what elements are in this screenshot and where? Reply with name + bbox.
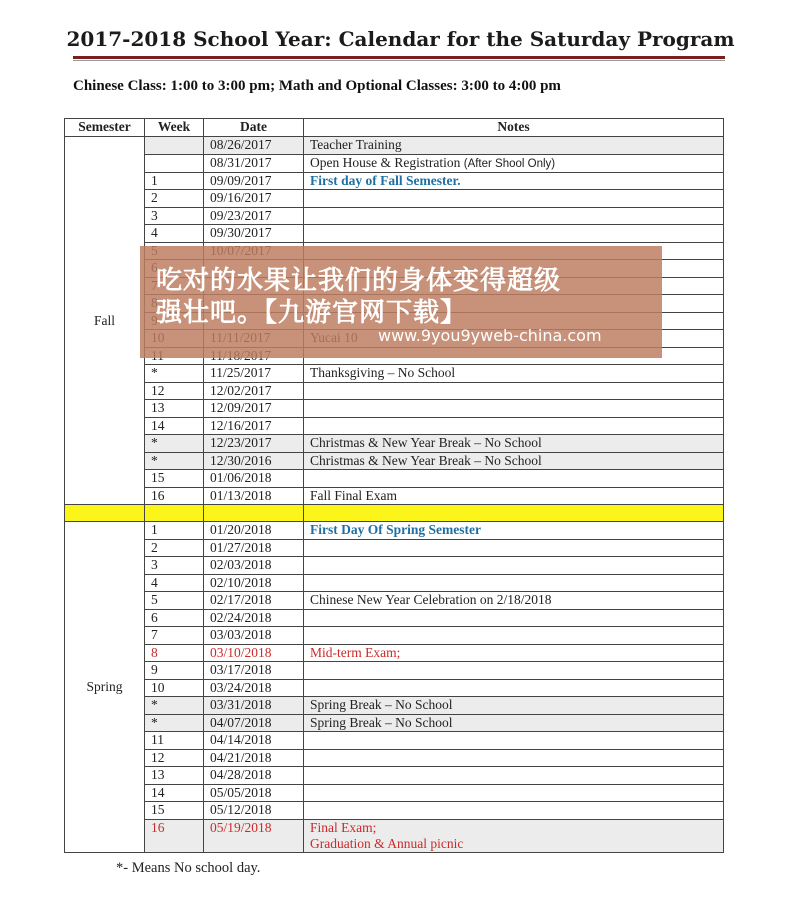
week-cell: * [145, 452, 204, 470]
notes-cell [304, 539, 724, 557]
semester-divider-row [65, 505, 724, 522]
watermark-banner [140, 246, 662, 358]
notes-cell [304, 662, 724, 680]
week-cell: 15 [145, 802, 204, 820]
date-cell: 09/30/2017 [204, 225, 304, 243]
date-cell: 01/27/2018 [204, 539, 304, 557]
week-cell: 11 [145, 732, 204, 750]
table-row [65, 225, 724, 243]
notes-cell [304, 225, 724, 243]
date-cell: 12/09/2017 [204, 400, 304, 418]
week-cell: 12 [145, 749, 204, 767]
note-second-line: Graduation & Annual picnic [310, 835, 464, 851]
table-row [65, 627, 724, 645]
notes-cell [304, 207, 724, 225]
notes-cell [304, 609, 724, 627]
note-text: Thanksgiving – No School [310, 365, 456, 380]
note-text: Christmas & New Year Break – No School [310, 452, 542, 468]
note-text: Fall Final Exam [310, 487, 397, 503]
document-title: 2017-2018 School Year: Calendar for the Saturday Program [66, 27, 735, 51]
table-row [65, 819, 724, 852]
watermark-line-1: 吃对的水果让我们的身体变得超级 [156, 266, 562, 296]
table-row [65, 522, 724, 540]
week-cell: 2 [145, 539, 204, 557]
notes-cell [304, 470, 724, 488]
week-cell: 16 [145, 487, 204, 505]
table-row [65, 557, 724, 575]
week-cell: 7 [145, 627, 204, 645]
header-semester: Semester [65, 119, 145, 137]
date-cell: 03/03/2018 [204, 627, 304, 645]
title-rule-thin [73, 60, 725, 61]
table-row [65, 435, 724, 453]
note-text: First day of Fall Semester. [310, 172, 461, 188]
table-row [65, 662, 724, 680]
week-cell [145, 137, 204, 155]
date-cell: 11/25/2017 [204, 365, 304, 383]
table-row [65, 137, 724, 155]
note-text: Open House & Registration [310, 154, 461, 170]
date-cell: 12/02/2017 [204, 382, 304, 400]
semester-cell-spring: Spring [65, 522, 145, 853]
week-cell: * [145, 365, 204, 383]
week-cell: 2 [145, 190, 204, 208]
date-cell: 05/19/2018 [204, 819, 304, 852]
table-row [65, 172, 724, 190]
notes-cell [304, 749, 724, 767]
date-cell: 04/14/2018 [204, 732, 304, 750]
week-cell: 6 [145, 609, 204, 627]
week-cell: 15 [145, 470, 204, 488]
table-row [65, 400, 724, 418]
week-cell: 12 [145, 382, 204, 400]
title-rule [73, 56, 725, 59]
header-notes: Notes [304, 119, 724, 137]
date-cell: 01/06/2018 [204, 470, 304, 488]
table-row [65, 154, 724, 172]
date-cell: 02/17/2018 [204, 592, 304, 610]
note-text: Chinese New Year Celebration on 2/18/2018 [310, 592, 552, 607]
notes-cell [304, 487, 724, 505]
note-text: Spring Break – No School [310, 697, 453, 712]
date-cell: 09/16/2017 [204, 190, 304, 208]
date-cell: 05/05/2018 [204, 784, 304, 802]
date-cell: 01/20/2018 [204, 522, 304, 540]
notes-cell [304, 382, 724, 400]
calendar-body [65, 137, 724, 853]
notes-cell [304, 452, 724, 470]
week-cell: 5 [145, 592, 204, 610]
week-cell: 4 [145, 225, 204, 243]
week-cell: 4 [145, 574, 204, 592]
note-text: Teacher Training [310, 137, 402, 152]
notes-cell [304, 522, 724, 540]
note-text: Final Exam; [310, 819, 377, 835]
date-cell: 09/09/2017 [204, 172, 304, 190]
notes-cell [304, 679, 724, 697]
date-cell: 04/21/2018 [204, 749, 304, 767]
week-cell: 3 [145, 557, 204, 575]
notes-cell [304, 697, 724, 715]
notes-cell [304, 365, 724, 383]
week-cell: * [145, 697, 204, 715]
date-cell: 02/10/2018 [204, 574, 304, 592]
table-row [65, 749, 724, 767]
date-cell: 03/10/2018 [204, 644, 304, 662]
table-row [65, 207, 724, 225]
notes-cell [304, 417, 724, 435]
table-row [65, 487, 724, 505]
notes-cell [304, 574, 724, 592]
divider-cell [145, 505, 204, 522]
notes-cell [304, 435, 724, 453]
table-row [65, 644, 724, 662]
week-cell: * [145, 714, 204, 732]
week-cell: 16 [145, 819, 204, 852]
table-row [65, 679, 724, 697]
notes-cell [304, 802, 724, 820]
notes-cell [304, 644, 724, 662]
notes-cell [304, 767, 724, 785]
notes-cell [304, 190, 724, 208]
calendar-table [64, 118, 724, 853]
week-cell: 3 [145, 207, 204, 225]
week-cell: 1 [145, 522, 204, 540]
notes-cell [304, 557, 724, 575]
week-cell: 1 [145, 172, 204, 190]
date-cell: 08/26/2017 [204, 137, 304, 155]
divider-cell [65, 505, 145, 522]
table-row [65, 539, 724, 557]
date-cell: 04/07/2018 [204, 714, 304, 732]
date-cell: 08/31/2017 [204, 154, 304, 172]
week-cell: 13 [145, 400, 204, 418]
table-row [65, 732, 724, 750]
watermark-line-2: 强壮吧。【九游官网下载】 [156, 298, 468, 328]
table-row [65, 574, 724, 592]
table-row [65, 382, 724, 400]
notes-cell [304, 154, 724, 172]
week-cell: 8 [145, 644, 204, 662]
notes-cell [304, 172, 724, 190]
header-date: Date [204, 119, 304, 137]
notes-cell [304, 784, 724, 802]
date-cell: 03/17/2018 [204, 662, 304, 680]
date-cell: 12/16/2017 [204, 417, 304, 435]
note-text: Christmas & New Year Break – No School [310, 435, 542, 450]
notes-cell [304, 592, 724, 610]
class-times-subtitle: Chinese Class: 1:00 to 3:00 pm; Math and Optional Classes: 3:00 to 4:00 pm [73, 78, 561, 94]
date-cell: 03/24/2018 [204, 679, 304, 697]
week-cell: 10 [145, 679, 204, 697]
semester-cell-fall: Fall [65, 137, 145, 505]
note-text: Mid-term Exam; [310, 644, 401, 660]
divider-cell [304, 505, 724, 522]
date-cell: 09/23/2017 [204, 207, 304, 225]
table-row [65, 802, 724, 820]
note-text: Spring Break – No School [310, 714, 453, 730]
week-cell [145, 154, 204, 172]
date-cell: 12/30/2016 [204, 452, 304, 470]
header-week: Week [145, 119, 204, 137]
date-cell: 05/12/2018 [204, 802, 304, 820]
table-row [65, 190, 724, 208]
table-row [65, 452, 724, 470]
table-row [65, 592, 724, 610]
table-row [65, 609, 724, 627]
footnote: *- Means No school day. [116, 860, 261, 876]
notes-cell [304, 627, 724, 645]
date-cell: 12/23/2017 [204, 435, 304, 453]
note-small-text: (After Shool Only) [463, 157, 556, 170]
week-cell: * [145, 435, 204, 453]
notes-cell [304, 732, 724, 750]
table-row [65, 470, 724, 488]
notes-cell [304, 714, 724, 732]
week-cell: 13 [145, 767, 204, 785]
table-row [65, 714, 724, 732]
table-header-row [65, 119, 724, 137]
date-cell: 01/13/2018 [204, 487, 304, 505]
date-cell: 02/03/2018 [204, 557, 304, 575]
week-cell: 9 [145, 662, 204, 680]
table-row [65, 784, 724, 802]
week-cell: 14 [145, 417, 204, 435]
divider-cell [204, 505, 304, 522]
table-row [65, 697, 724, 715]
date-cell: 03/31/2018 [204, 697, 304, 715]
notes-cell [304, 137, 724, 155]
notes-cell [304, 819, 724, 852]
notes-cell [304, 400, 724, 418]
date-cell: 02/24/2018 [204, 609, 304, 627]
watermark-url: www.9you9yweb-china.com [378, 326, 602, 345]
week-cell: 14 [145, 784, 204, 802]
date-cell: 04/28/2018 [204, 767, 304, 785]
table-row [65, 767, 724, 785]
note-text: First Day Of Spring Semester [310, 522, 481, 537]
table-row [65, 365, 724, 383]
table-row [65, 417, 724, 435]
